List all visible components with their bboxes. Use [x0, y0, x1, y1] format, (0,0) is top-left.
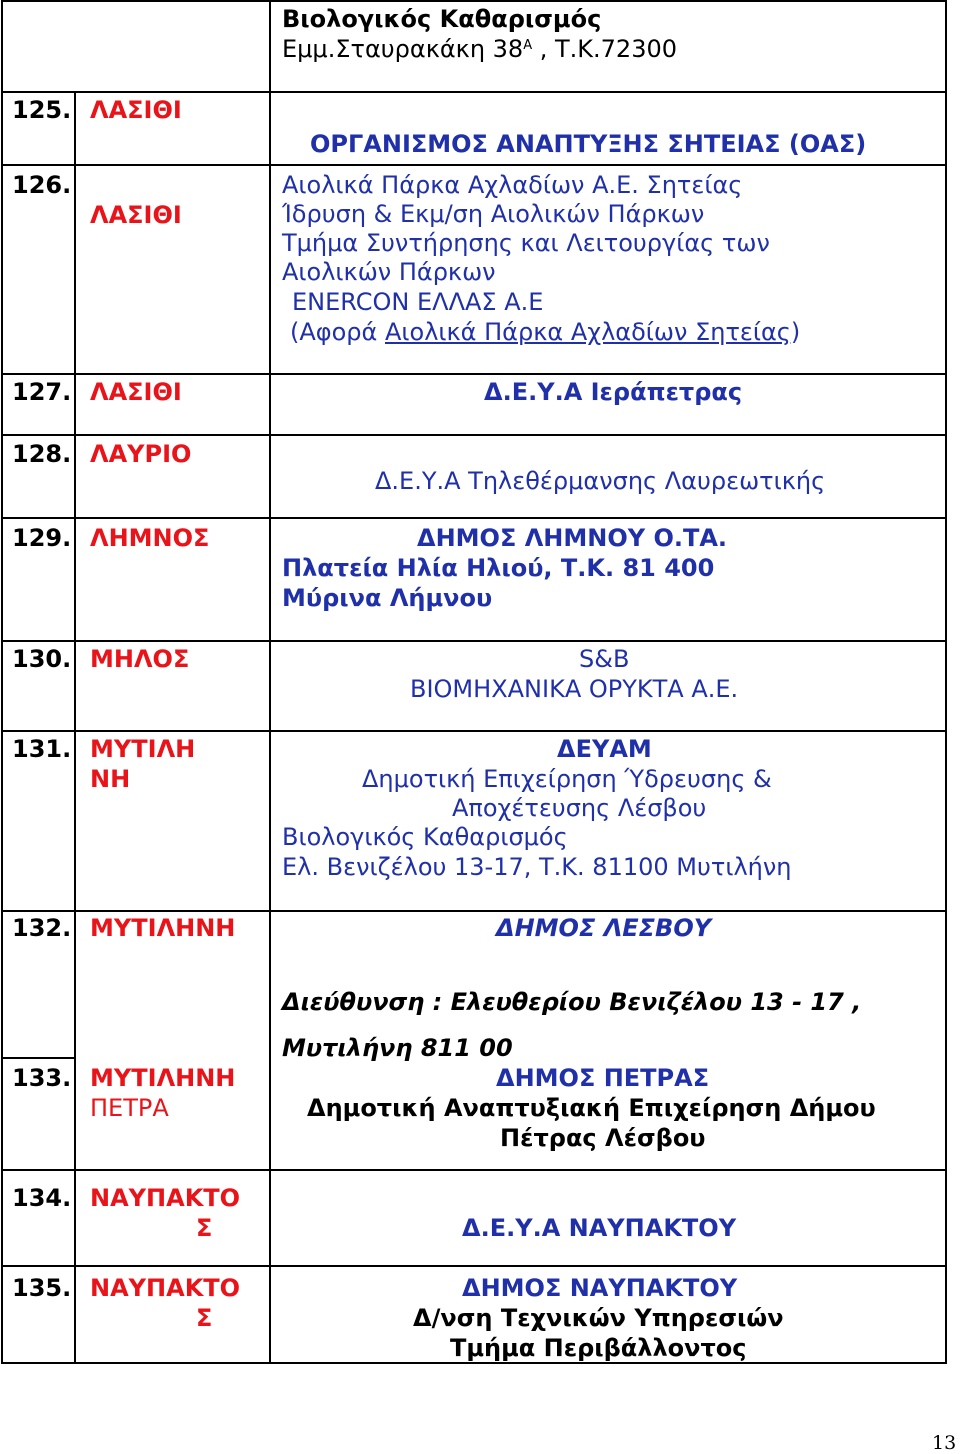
org-name: Αιολικά Πάρκα Αχλαδίων Α.Ε. Σητείας — [282, 171, 743, 199]
row-place-cont: Σ — [196, 1304, 213, 1332]
org-detail: Ίδρυση & Εκμ/ση Αιολικών Πάρκων — [282, 200, 705, 228]
org-name: Δ.Ε.Υ.Α Ιεράπετρας — [484, 378, 743, 406]
note-open: (Αφορά — [290, 318, 385, 346]
org-detail: Τμήμα Συντήρησης και Λειτουργίας των — [282, 229, 770, 257]
row-number: 134. — [12, 1184, 72, 1212]
row-number: 132. — [12, 914, 72, 942]
org-name: ΔΗΜΟΣ ΛΗΜΝΟΥ Ο.ΤΑ. — [417, 524, 728, 552]
org-address: Διεύθυνση : Ελευθερίου Βενιζέλου 13 - 17 , — [282, 988, 862, 1016]
col-divider — [1, 0, 3, 1364]
row-number: 128. — [12, 440, 72, 468]
top-block-line1: Βιολογικός Καθαρισμός — [282, 5, 602, 33]
row-divider — [1, 373, 947, 375]
row-place: ΜΥΤΙΛΗΝΗ — [90, 1064, 236, 1092]
org-detail: Πέτρας Λέσβου — [500, 1124, 706, 1152]
row-divider — [1, 640, 947, 642]
org-detail: Βιολογικός Καθαρισμός — [282, 823, 568, 851]
col-divider — [74, 91, 76, 1364]
row-place: ΜΥΤΙΛΗΝΗ — [90, 914, 236, 942]
org-name: Δ.Ε.Υ.Α Τηλεθέρμανσης Λαυρεωτικής — [375, 467, 826, 495]
org-name: Δ.Ε.Υ.Α ΝΑΥΠΑΚΤΟΥ — [462, 1214, 737, 1242]
org-name: S&B — [579, 645, 630, 673]
row-number: 126. — [12, 171, 72, 199]
row-place: ΝΑΥΠΑΚΤΟ — [90, 1184, 241, 1212]
org-name: ΔΗΜΟΣ ΛΕΣΒΟΥ — [496, 914, 712, 942]
row-divider — [1, 1265, 947, 1267]
org-name: ΔΗΜΟΣ ΝΑΥΠΑΚΤΟΥ — [462, 1274, 738, 1302]
org-address: Ελ. Βενιζέλου 13-17, Τ.Κ. 81100 Μυτιλήνη — [282, 853, 792, 881]
org-note — [290, 317, 800, 347]
row-number: 125. — [12, 96, 72, 124]
org-city: Μυτιλήνη 811 00 — [282, 1034, 513, 1062]
org-name: ΔΗΜΟΣ ΠΕΤΡΑΣ — [496, 1064, 710, 1092]
row-place: ΛΑΣΙΘΙ — [90, 201, 182, 229]
row-number: 135. — [12, 1274, 72, 1302]
org-city: Μύρινα Λήμνου — [282, 584, 493, 612]
note-link[interactable]: Αιολικά Πάρκα Αχλαδίων Σητείας — [384, 318, 791, 346]
row-place: ΛΗΜΝΟΣ — [90, 524, 210, 552]
address-superscript: Α — [523, 38, 533, 53]
row-divider — [1, 517, 947, 519]
row-divider — [1, 1169, 947, 1171]
org-name: ΟΡΓΑΝΙΣΜΟΣ ΑΝΑΠΤΥΞΗΣ ΣΗΤΕΙΑΣ (ΟΑΣ) — [310, 130, 867, 158]
row-divider — [1, 164, 947, 166]
org-detail: Αιολικών Πάρκων — [282, 258, 496, 286]
page-number: 13 — [932, 1432, 957, 1454]
org-detail: Δ/νση Τεχνικών Υπηρεσιών — [413, 1304, 784, 1332]
org-name: ΔΕΥΑΜ — [557, 735, 652, 763]
row-number: 130. — [12, 645, 72, 673]
note-close: ) — [790, 318, 801, 346]
row-place: ΛΑΣΙΘΙ — [90, 378, 182, 406]
row-number: 127. — [12, 378, 72, 406]
row-divider — [1, 0, 947, 2]
row-number: 129. — [12, 524, 72, 552]
row-number: 133. — [12, 1064, 72, 1092]
top-block-line2 — [282, 34, 677, 64]
row-place: ΝΑΥΠΑΚΤΟ — [90, 1274, 241, 1302]
row-divider — [1, 1057, 74, 1059]
col-divider — [269, 0, 271, 1364]
org-detail: ENERCON ΕΛΛΑΣ Α.Ε — [292, 288, 544, 316]
row-divider — [1, 91, 947, 93]
row-place: ΛΑΣΙΘΙ — [90, 96, 182, 124]
address-postcode: , Τ.Κ.72300 — [532, 35, 677, 63]
row-divider — [1, 910, 947, 912]
org-detail: ΒΙΟΜΗΧΑΝΙΚΑ ΟΡΥΚΤΑ Α.Ε. — [410, 675, 739, 703]
org-detail: Δημοτική Αναπτυξιακή Επιχείρηση Δήμου — [307, 1094, 876, 1122]
row-place-cont: ΝΗ — [90, 765, 131, 793]
row-place-cont: Σ — [196, 1214, 213, 1242]
row-place: ΜΥΤΙΛΗ — [90, 735, 196, 763]
org-detail: Τμήμα Περιβάλλοντος — [450, 1334, 747, 1362]
address-text: Εμμ.Σταυρακάκη 38 — [282, 35, 524, 63]
row-divider — [1, 730, 947, 732]
row-divider — [1, 434, 947, 436]
col-divider — [945, 0, 947, 1364]
org-address: Πλατεία Ηλία Ηλιού, Τ.Κ. 81 400 — [282, 554, 715, 582]
row-place: ΜΗΛΟΣ — [90, 645, 190, 673]
row-number: 131. — [12, 735, 72, 763]
row-place-cont: ΠΕΤΡΑ — [90, 1094, 169, 1122]
org-detail: Δημοτική Επιχείρηση Ύδρευσης & — [362, 765, 772, 793]
row-place: ΛΑΥΡΙΟ — [90, 440, 192, 468]
org-detail: Αποχέτευσης Λέσβου — [452, 794, 707, 822]
